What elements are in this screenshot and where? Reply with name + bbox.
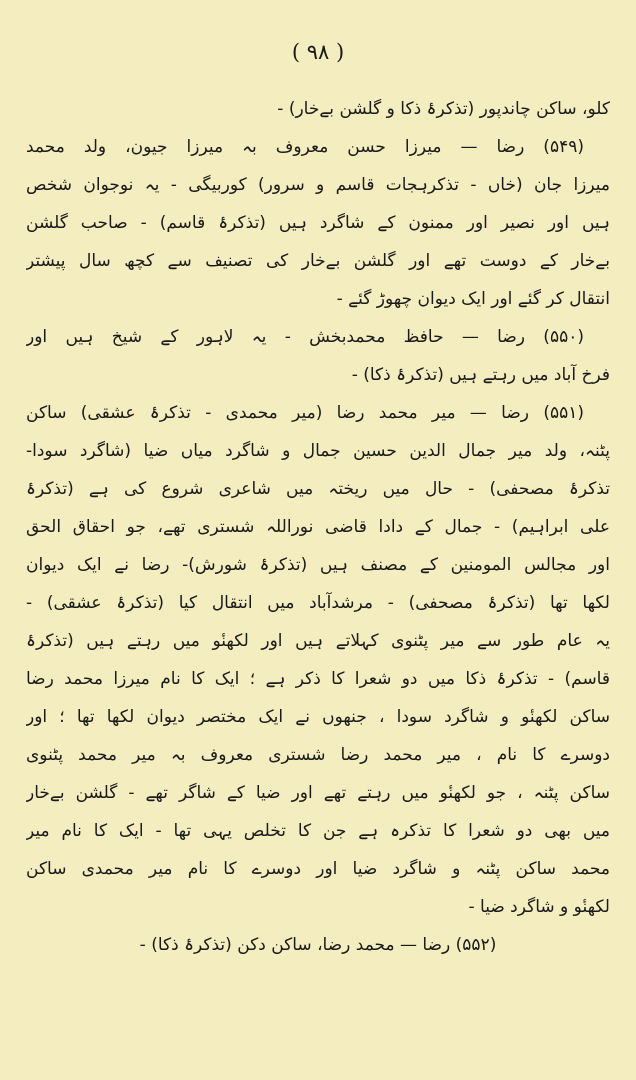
text-line: قاسم) - تذکرۂ ذکا میں دو شعرا کا ذکر ہے ؛ ایک کا نام میرزا محمد رضا — [26, 669, 610, 689]
text-line: دوسرے کا نام ، میر محمد رضا شستری معروف بہ میر محمد پٹنوی — [26, 745, 610, 765]
entry-549-heading: (۵۴۹) رضا — میرزا حسن معروف بہ میرزا جیون، ولد محمد — [26, 137, 584, 157]
text-line: محمد ساکن پٹنہ و شاگرد ضیا اور دوسرے کا نام میر محمدی ساکن — [26, 859, 610, 879]
text-line: لکھا تھا (تذکرۂ مصحفی) - مرشدآباد میں انتقال کیا (تذکرۂ عشقی) - — [26, 593, 610, 613]
text-line: میرزا جان (خاں - تذکرہجات قاسم و سرور) کوربیگی - یہ نوجوان شخص — [26, 175, 610, 195]
text-line: ساکن لکھنٔو و شاگرد سودا ، جنھوں نے ایک مختصر دیوان لکھا تھا ؛ اور — [26, 707, 610, 727]
text-line: علی ابراہیم) - جمال کے دادا قاضی نوراللہ شستری تھے، جو احقاق الحق — [26, 517, 610, 537]
text-line: انتقال کر گئے اور ایک دیوان چھوڑ گئے - — [336, 289, 610, 309]
entry-550-heading: (۵۵۰) رضا — حافظ محمدبخش - یہ لاہور کے شیخ ہیں اور — [26, 327, 584, 347]
text-line: تذکرۂ مصحفی) - حال میں ریختہ میں شاعری شروع کی ہے (تذکرۂ — [26, 479, 610, 499]
text-line: ساکن پٹنہ ، جو لکھنٔو میں رہتے تھے اور ضیا کے شاگر تھے - گلشن بےخار — [26, 783, 610, 803]
text-line: پٹنہ، ولد میر جمال الدین حسین جمال و شاگرد میاں ضیا (شاگرد سودا- — [26, 441, 610, 461]
text-line: لکھنٔو و شاگرد ضیا - — [468, 897, 610, 917]
entry-552-heading: (۵۵۲) رضا — محمد رضا، ساکن دکن (تذکرۂ ذکا) - — [139, 935, 497, 955]
text-line: ہیں اور نصیر اور ممنون کے شاگرد ہیں (تذکرۂ قاسم) - صاحب گلشن — [26, 213, 610, 233]
text-line: میں بھی دو شعرا کا تذکرہ ہے جن کا تخلص یہی تھا - ایک کا نام میر — [26, 821, 610, 841]
page-body — [26, 90, 610, 964]
page-number: ( ۹۸ ) — [291, 40, 345, 64]
text-line: بےخار کے دوست تھے اور گلشن بےخار کی تصنیف سے کچھ سال پیشتر — [26, 251, 610, 271]
text-line: کلو، ساکن چاندپور (تذکرۂ ذکا و گلشن بےخار) - — [277, 99, 610, 119]
text-line: فرخ آباد میں رہتے ہیں (تذکرۂ ذکا) - — [351, 365, 610, 385]
text-line: اور مجالس المومنین کے مصنف ہیں (تذکرۂ شورش)- رضا نے ایک دیوان — [26, 555, 610, 575]
entry-551-heading: (۵۵۱) رضا — میر محمد رضا (میر محمدی - تذکرۂ عشقی) ساکن — [26, 403, 584, 423]
text-line: یہ عام طور سے میر پٹنوی کہلاتے ہیں اور لکھنٔو میں رہتے ہیں (تذکرۂ — [26, 631, 610, 651]
